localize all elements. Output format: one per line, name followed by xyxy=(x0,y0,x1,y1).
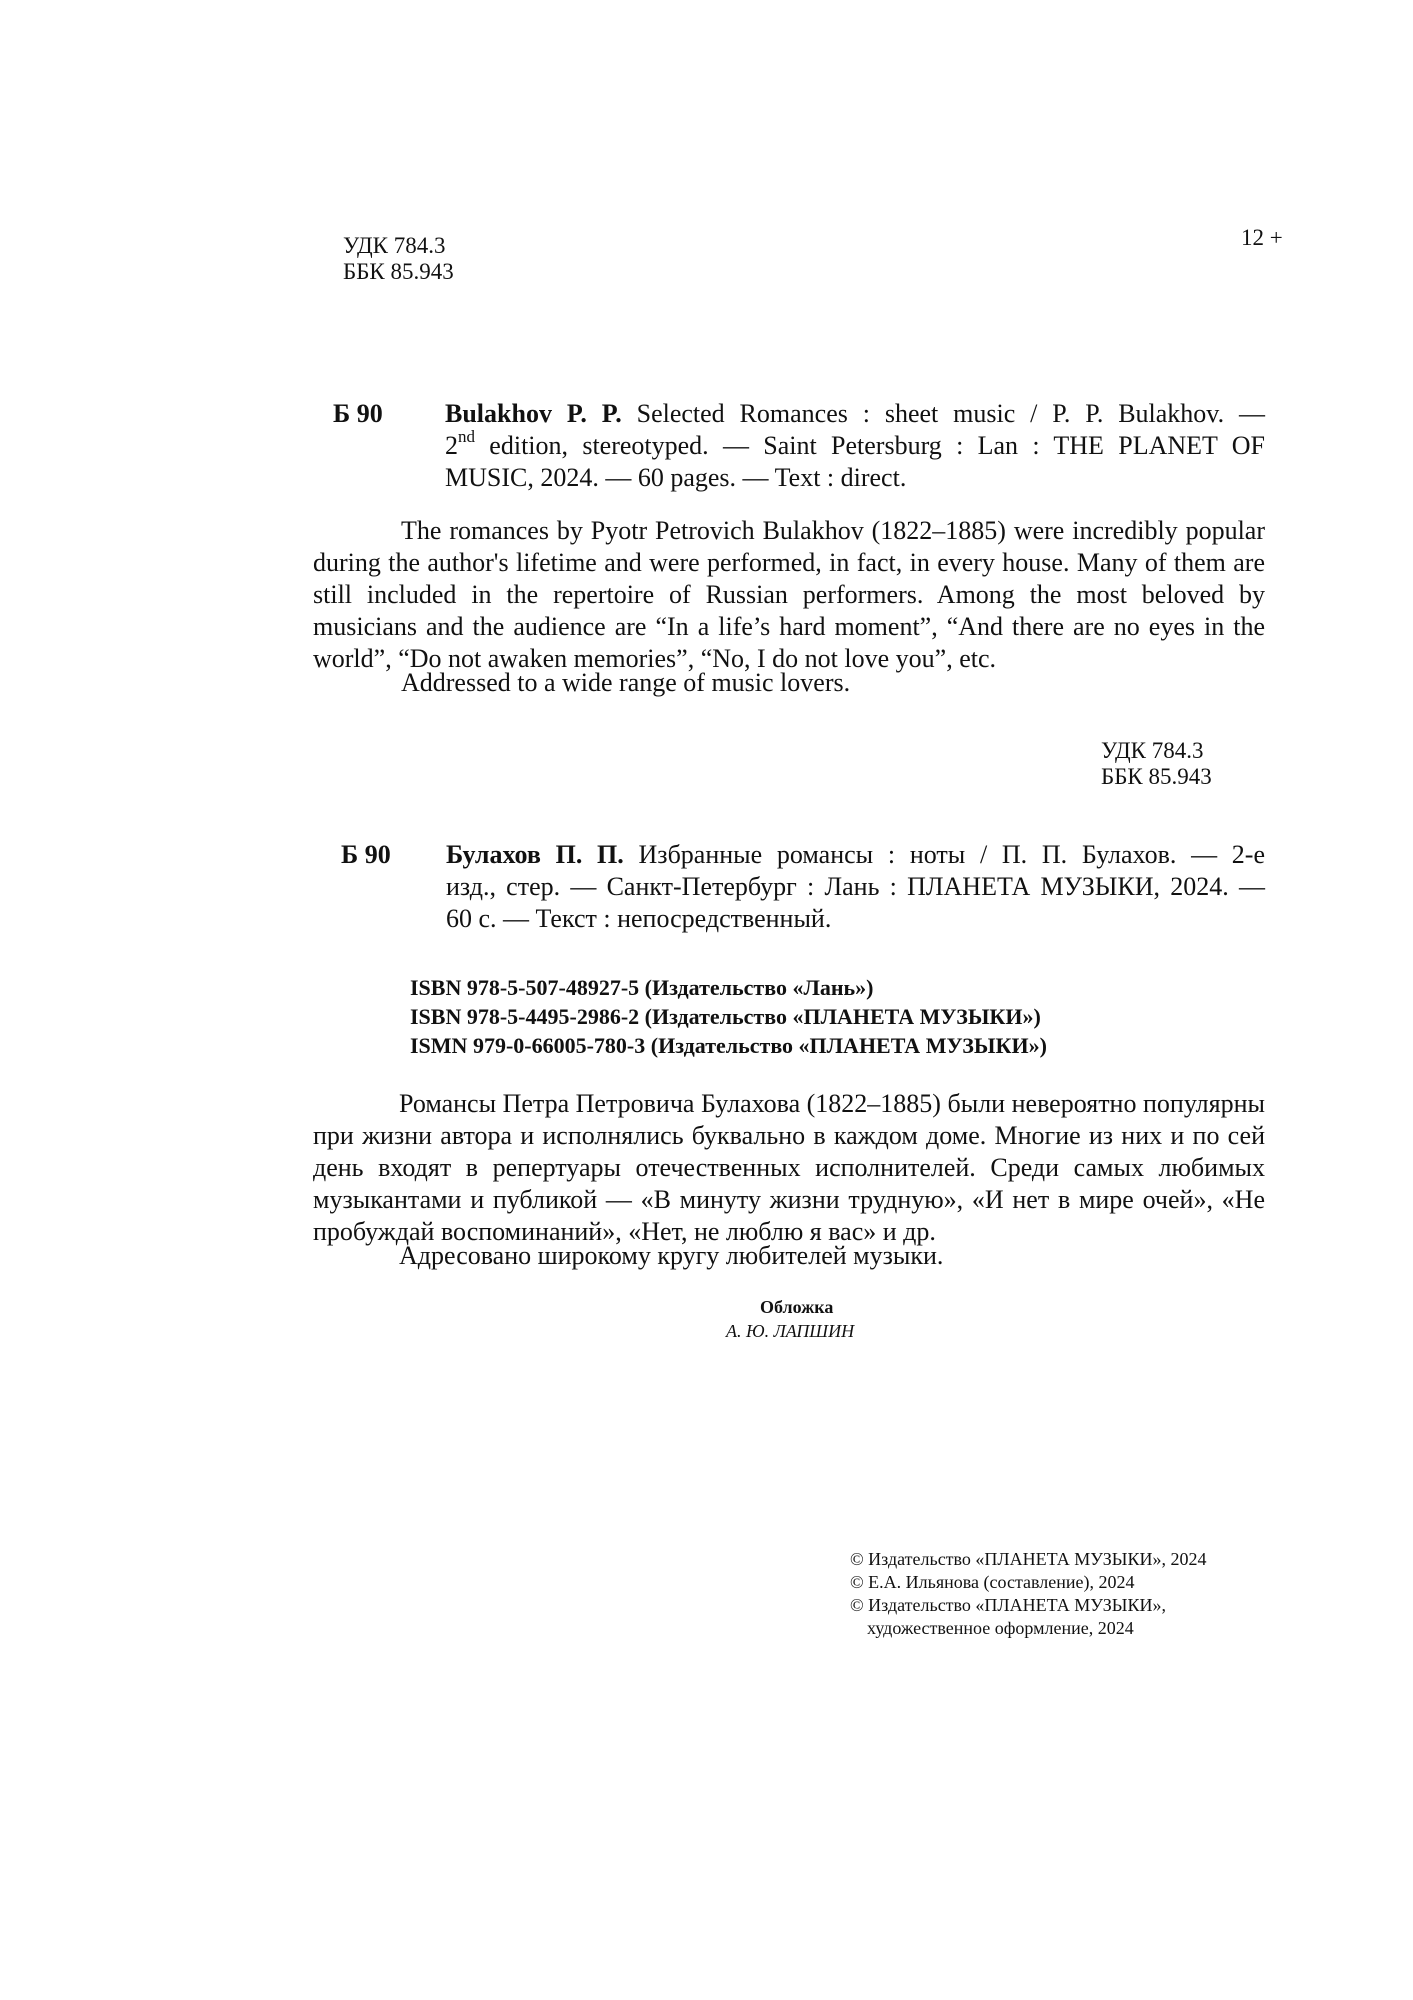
russian-entry xyxy=(341,839,1265,939)
english-title: Selected Romances : sheet music / P. P. Bulakhov. — xyxy=(621,399,1266,428)
english-edition-rest: edition, stereotyped. — Saint Petersburg : Lan : THE PLANET OF xyxy=(475,431,1265,460)
header-bbk: ББК 85.943 xyxy=(343,259,454,284)
isbn-lan: ISBN 978-5-507-48927-5 (Издательство «Лань») xyxy=(410,975,874,1000)
russian-entry-code: Б 90 xyxy=(341,840,391,869)
russian-udk: УДК 784.3 xyxy=(1101,738,1204,763)
english-entry-body xyxy=(445,398,1265,430)
russian-line-2: изд., стер. — Санкт-Петербург : Лань : ПЛАНЕТА МУЗЫКИ, 2024. — xyxy=(446,872,1265,901)
english-edition-sup: nd xyxy=(458,427,475,446)
english-edition-num: 2 xyxy=(445,431,458,460)
russian-bbk: ББК 85.943 xyxy=(1101,764,1212,789)
ismn-planeta: ISMN 979-0-66005-780-3 (Издательство «ПЛАНЕТА МУЗЫКИ») xyxy=(410,1033,1047,1058)
english-author: Bulakhov P. P. xyxy=(445,399,622,428)
english-entry xyxy=(333,398,1265,498)
english-audience: Addressed to a wide range of music lovers. xyxy=(401,668,851,697)
english-entry-code: Б 90 xyxy=(333,399,383,428)
cover-artist: А. Ю. ЛАПШИН xyxy=(726,1321,855,1341)
copyright-line-1: © Издательство «ПЛАНЕТА МУЗЫКИ», 2024 xyxy=(850,1549,1207,1569)
copyright-line-2: © Е.А. Ильянова (составление), 2024 xyxy=(850,1572,1135,1592)
english-entry-line-3: MUSIC, 2024. — 60 pages. — Text : direct. xyxy=(445,463,907,492)
header-udk: УДК 784.3 xyxy=(343,233,446,258)
english-abstract: The romances by Pyotr Petrovich Bulakhov (1822–1885) were incredibly popular during the author's lifetime and were performed, in fact, in every house. Many of them are still included in the repertoire of Russian performers. Among the most beloved by musicians and the audience are “In a life’s hard moment”, “And there are no eyes in the world”, “Do not awaken memories”, “No, I do not love you”, etc. xyxy=(313,516,1265,673)
age-rating: 12 + xyxy=(1241,225,1283,250)
russian-title: Избранные романсы : ноты / П. П. Булахов. — 2-е xyxy=(623,840,1265,869)
russian-entry-body xyxy=(446,839,1265,871)
russian-entry-line-2 xyxy=(446,871,1265,903)
copyright-line-4: художественное оформление, 2024 xyxy=(867,1618,1134,1638)
russian-abstract: Романсы Петра Петровича Булахова (1822–1885) были невероятно популярны при жизни автора и исполнялись буквально в каждом доме. Многие из них и по сей день входят в репертуары отечественных исполнителей. Среди самых любимых музыкантами и публикой — «В минуту жизни трудную», «И нет в мире очей», «Не пробуждай воспоминаний», «Нет, не люблю я вас» и др. xyxy=(313,1089,1265,1246)
copyright-line-3: © Издательство «ПЛАНЕТА МУЗЫКИ», xyxy=(850,1595,1166,1615)
russian-audience: Адресовано широкому кругу любителей музыки. xyxy=(399,1241,944,1270)
cover-label: Обложка xyxy=(760,1297,834,1317)
russian-entry-line-3: 60 с. — Текст : непосредственный. xyxy=(446,904,832,933)
isbn-planeta: ISBN 978-5-4495-2986-2 (Издательство «ПЛАНЕТА МУЗЫКИ») xyxy=(410,1004,1041,1029)
english-entry-line-2 xyxy=(445,427,1265,462)
russian-author: Булахов П. П. xyxy=(446,840,624,869)
